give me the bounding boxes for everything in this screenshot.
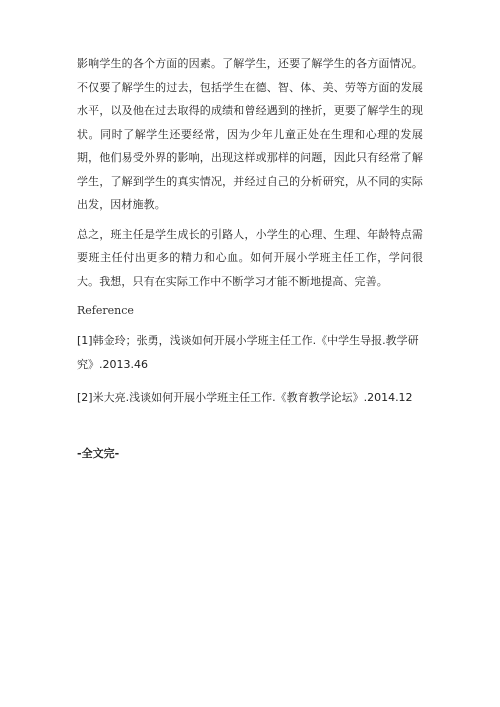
body-paragraph-2: 总之，班主任是学生成长的引路人，小学生的心理、生理、年龄特点需要班主任付出更多的精力和心血。如何开展小学班主任工作，学问很大。我想，只有在实际工作中不断学习才能不断地提高、完善。 (77, 227, 423, 288)
reference-item-2: [2]米大亮.浅谈如何开展小学班主任工作.《教育教学论坛》.2014.12 (77, 391, 413, 404)
body-paragraph-1: 影响学生的各个方面的因素。了解学生，还要了解学生的各方面情况。不仅要了解学生的过去，包括学生在德、智、体、美、劳等方面的发展水平，以及他在过去取得的成绩和曾经遇到的挫折，更要了解学生的现状。同时了解学生还要经常，因为少年儿童正处在生理和心理的发展期，他们易受外界的影响，出现这样或那样的问题，因此只有经常了解学生，了解到学生的真实情况，并经过自己的分析研究，从不同的实际出发，因材施教。 (77, 57, 423, 211)
reference-item-1: [1]韩金玲；张勇，浅谈如何开展小学班主任工作.《中学生导报.教学研究》.2013.46 (77, 334, 419, 371)
reference-heading: Reference (77, 304, 134, 317)
end-of-document-mark: -全文完- (77, 446, 120, 460)
document-page (77, 52, 423, 464)
